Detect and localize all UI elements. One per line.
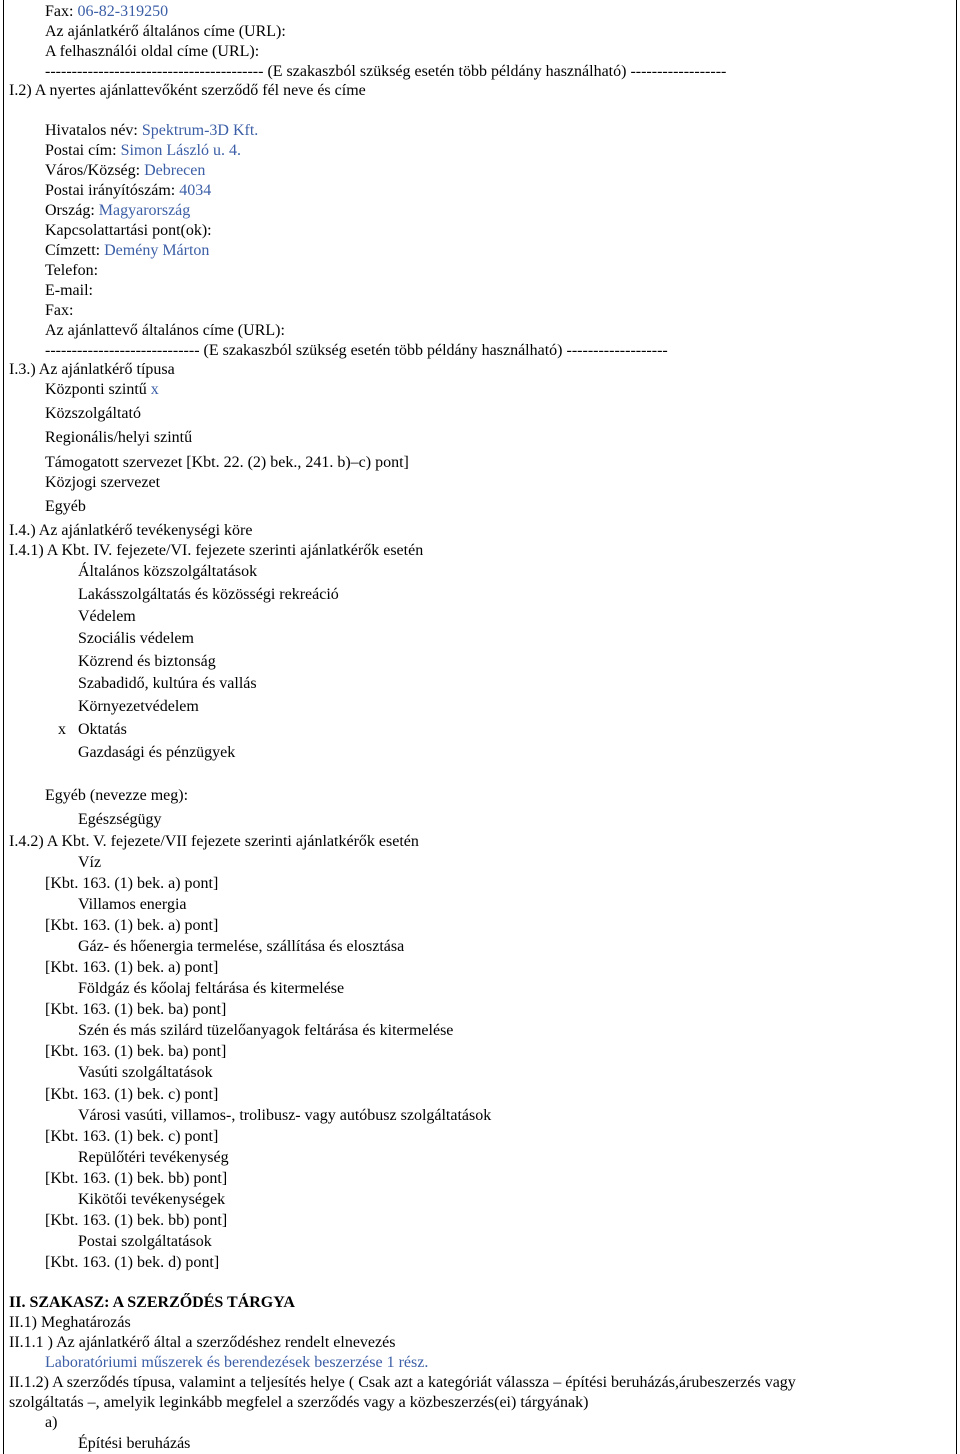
winner-email-label: E-mail:: [45, 282, 93, 299]
activity-other-label: Egyéb (nevezze meg):: [45, 787, 189, 804]
sector-name: Víz: [78, 854, 102, 871]
ca-fax-label: Fax:: [45, 3, 74, 20]
type-public-service: Közszolgáltató: [45, 405, 141, 422]
ca-buyer-profile-label: A felhasználói oldal címe (URL):: [45, 43, 260, 60]
sector-name: Szén és más szilárd tüzelőanyagok feltárása és kitermelése: [78, 1022, 454, 1039]
winner-city: [45, 161, 205, 181]
ca-separator: ----------------------------------------- (E szakaszból szükség esetén több példány használható) ------------------: [45, 63, 727, 80]
winner-country-value: Magyarország: [98, 202, 191, 219]
sector-ref: [Kbt. 163. (1) bek. bb) pont]: [45, 1212, 228, 1229]
section2-option-a: a): [45, 1414, 58, 1431]
section2-title: II. SZAKASZ: A SZERZŐDÉS TÁRGYA: [9, 1294, 295, 1311]
activity-oktatas-mark: x: [58, 721, 66, 738]
winner-postal-address-label: Postai cím:: [45, 142, 117, 159]
section2-name-value: Laboratóriumi műszerek és berendezések beszerzése 1 rész.: [45, 1354, 429, 1371]
winner-separator: ----------------------------- (E szakaszból szükség esetén több példány használható) -------------------: [45, 342, 668, 359]
winner-zip: [45, 181, 211, 201]
sector-name: Városi vasúti, villamos-, trolibusz- vagy autóbusz szolgáltatások: [78, 1107, 492, 1124]
activity-item: Gazdasági és pénzügyek: [78, 744, 236, 761]
sector-ref: [Kbt. 163. (1) bek. d) pont]: [45, 1254, 220, 1271]
sector-name: Postai szolgáltatások: [78, 1233, 212, 1250]
winner-addressee-value: Demény Márton: [104, 242, 210, 259]
type-supported: Támogatott szervezet [Kbt. 22. (2) bek., 241. b)–c) pont]: [45, 454, 409, 471]
sector-name: Gáz- és hőenergia termelése, szállítása és elosztása: [78, 938, 405, 955]
winner-official-name-value: Spektrum-3D Kft.: [141, 122, 259, 139]
winner-postal-address: [45, 141, 241, 161]
winner-official-name-label: Hivatalos név:: [45, 122, 138, 139]
sector-ref: [Kbt. 163. (1) bek. c) pont]: [45, 1128, 219, 1145]
activity-item: Lakásszolgáltatás és közösségi rekreáció: [78, 586, 339, 603]
type-central-label: Központi szintű: [45, 381, 147, 398]
activity-other-value: Egészségügy: [78, 811, 162, 828]
activity-item: Általános közszolgáltatások: [78, 563, 258, 580]
winner-zip-label: Postai irányítószám:: [45, 182, 176, 199]
winner-addressee: [45, 241, 209, 261]
type-other: Egyéb: [45, 498, 86, 515]
winner-zip-value: 4034: [179, 182, 212, 199]
sector-name: Villamos energia: [78, 896, 187, 913]
winner-postal-address-value: Simon László u. 4.: [120, 142, 241, 159]
ca-fax-line: [45, 2, 168, 22]
activity-item: Közrend és biztonság: [78, 653, 216, 670]
type-heading: I.3.) Az ajánlatkérő típusa: [9, 361, 175, 378]
ca-general-url-label: Az ajánlatkérő általános címe (URL):: [45, 23, 286, 40]
sector-ref: [Kbt. 163. (1) bek. a) pont]: [45, 917, 219, 934]
winner-addressee-label: Címzett:: [45, 242, 101, 259]
activity-heading: I.4.) Az ajánlatkérő tevékenységi köre: [9, 522, 253, 539]
activity-item: Környezetvédelem: [78, 698, 199, 715]
winner-contact-label: Kapcsolattartási pont(ok):: [45, 222, 212, 239]
section2-name-heading: II.1.1 ) Az ajánlatkérő által a szerződéshez rendelt elnevezés: [9, 1334, 396, 1351]
page-border-left: [3, 0, 4, 1454]
sector-ref: [Kbt. 163. (1) bek. a) pont]: [45, 875, 219, 892]
sector-ref: [Kbt. 163. (1) bek. bb) pont]: [45, 1170, 228, 1187]
section2-option-a-label: Építési beruházás: [78, 1435, 191, 1452]
activity-item: Védelem: [78, 608, 136, 625]
section2-def-heading: II.1) Meghatározás: [9, 1314, 131, 1331]
sector-ref: [Kbt. 163. (1) bek. ba) pont]: [45, 1043, 227, 1060]
winner-city-label: Város/Község:: [45, 162, 141, 179]
sector-ref: [Kbt. 163. (1) bek. a) pont]: [45, 959, 219, 976]
sector-ref: [Kbt. 163. (1) bek. ba) pont]: [45, 1001, 227, 1018]
type-public-law: Közjogi szervezet: [45, 474, 161, 491]
section2-type-heading-line1: II.1.2) A szerződés típusa, valamint a teljesítés helye ( Csak azt a kategóriát válassza – építési beruházás,árubeszerzés vagy: [9, 1374, 796, 1391]
sector-name: Kikötői tevékenységek: [78, 1191, 226, 1208]
activity-sub2-heading: I.4.2) A Kbt. V. fejezete/VII fejezete szerinti ajánlatkérők esetén: [9, 833, 419, 850]
type-central-mark: x: [150, 381, 159, 398]
winner-fax-label: Fax:: [45, 302, 74, 319]
section2-type-heading-line2: szolgáltatás –, amelyik leginkább megfelel a szerződés vagy a közbeszerzés(ei) tárgyának): [9, 1394, 589, 1411]
activity-sub1-heading: I.4.1) A Kbt. IV. fejezete/VI. fejezete szerinti ajánlatkérők esetén: [9, 542, 424, 559]
winner-country-label: Ország:: [45, 202, 95, 219]
activity-item: Szabadidő, kultúra és vallás: [78, 675, 257, 692]
page-border-right: [956, 0, 957, 1454]
sector-name: Repülőtéri tevékenység: [78, 1149, 229, 1166]
winner-official-name: [45, 121, 258, 141]
sector-ref: [Kbt. 163. (1) bek. c) pont]: [45, 1086, 219, 1103]
type-central: [45, 380, 159, 400]
winner-country: [45, 201, 190, 221]
winner-city-value: Debrecen: [144, 162, 206, 179]
activity-item: Szociális védelem: [78, 630, 194, 647]
ca-fax-value: 06-82-319250: [77, 3, 169, 20]
sector-name: Földgáz és kőolaj feltárása és kitermelése: [78, 980, 345, 997]
type-regional: Regionális/helyi szintű: [45, 429, 193, 446]
winner-url-label: Az ajánlattevő általános címe (URL):: [45, 322, 285, 339]
sector-name: Vasúti szolgáltatások: [78, 1064, 213, 1081]
activity-item: Oktatás: [78, 721, 127, 738]
winner-phone-label: Telefon:: [45, 262, 99, 279]
winner-heading: I.2) A nyertes ajánlattevőként szerződő fél neve és címe: [9, 82, 366, 99]
